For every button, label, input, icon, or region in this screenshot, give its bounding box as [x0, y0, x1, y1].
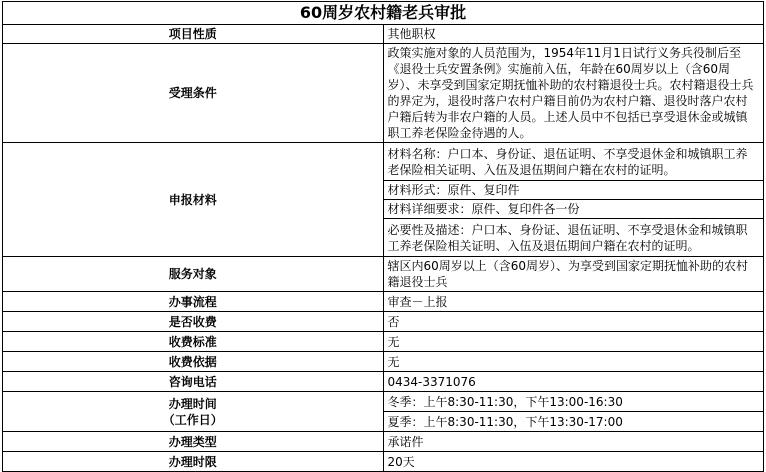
table-row	[3, 352, 764, 372]
table-row	[3, 292, 764, 312]
table-row	[3, 25, 764, 44]
limit-value: 20天	[383, 452, 764, 472]
materials-form-value: 材料形式：原件、复印件	[383, 181, 764, 200]
phone-value: 0434-3371076	[383, 372, 764, 392]
table-row	[3, 312, 764, 332]
table-row	[3, 257, 764, 292]
page-title: 60周岁农村籍老兵审批	[3, 2, 764, 25]
materials-detail-value: 材料详细要求：原件、复印件各一份	[383, 200, 764, 219]
conditions-value: 政策实施对象的人员范围为，1954年11月1日试行义务兵役制后至《退役士兵安置条例》实施前入伍，年龄在60周岁以上（含60周岁）、未享受到国家定期抚恤补助的农村籍退役士兵。农村籍退役士兵的界定为，退役时落户农村户籍目前仍为农村户籍、退役时落户农村户籍后转为非农户籍的人员。上述人员中不包括已享受退休金或城镇职工养老保险金待遇的人。	[383, 44, 764, 143]
row-label-hours	[3, 392, 384, 432]
row-label: 受理条件	[3, 44, 384, 143]
row-label: 咨询电话	[3, 372, 384, 392]
type-value: 承诺件	[383, 432, 764, 452]
winter-hours-value: 冬季：上午8:30-11:30，下午13:00-16:30	[383, 392, 764, 412]
service-object-value: 辖区内60周岁以上（含60周岁）、为享受到国家定期抚恤补助的农村籍退役士兵	[383, 257, 764, 292]
row-label: 办理类型	[3, 432, 384, 452]
charge-basis-value: 无	[383, 352, 764, 372]
title-row	[3, 2, 764, 25]
approval-info-table	[2, 1, 764, 472]
item-nature-value: 其他职权	[383, 25, 764, 44]
process-value: 审查－上报	[383, 292, 764, 312]
row-label: 收费依据	[3, 352, 384, 372]
table-row	[3, 392, 764, 412]
table-row	[3, 332, 764, 352]
charge-value: 否	[383, 312, 764, 332]
summer-hours-value: 夏季：上午8:30-11:30，下午13:30-17:00	[383, 412, 764, 432]
row-label: 办事流程	[3, 292, 384, 312]
hours-label: 办理时间	[168, 396, 217, 411]
row-label: 收费标准	[3, 332, 384, 352]
materials-name-value: 材料名称：户口本、身份证、退伍证明、不享受退休金和城镇职工养老保险相关证明、入伍及退伍期间户籍在农村的证明。	[383, 143, 764, 181]
row-label: 申报材料	[3, 143, 384, 257]
row-label: 办理时限	[3, 452, 384, 472]
row-label: 项目性质	[3, 25, 384, 44]
charge-standard-value: 无	[383, 332, 764, 352]
table-row	[3, 44, 764, 143]
table-row	[3, 372, 764, 392]
table-row	[3, 143, 764, 181]
table-row	[3, 452, 764, 472]
row-label: 是否收费	[3, 312, 384, 332]
row-label: 服务对象	[3, 257, 384, 292]
materials-necessity-value: 必要性及描述：户口本、身份证、退伍证明、不享受退休金和城镇职工养老保险相关证明、入伍及退伍期间户籍在农村的证明。	[383, 219, 764, 257]
hours-label-sub: （工作日）	[162, 412, 223, 427]
